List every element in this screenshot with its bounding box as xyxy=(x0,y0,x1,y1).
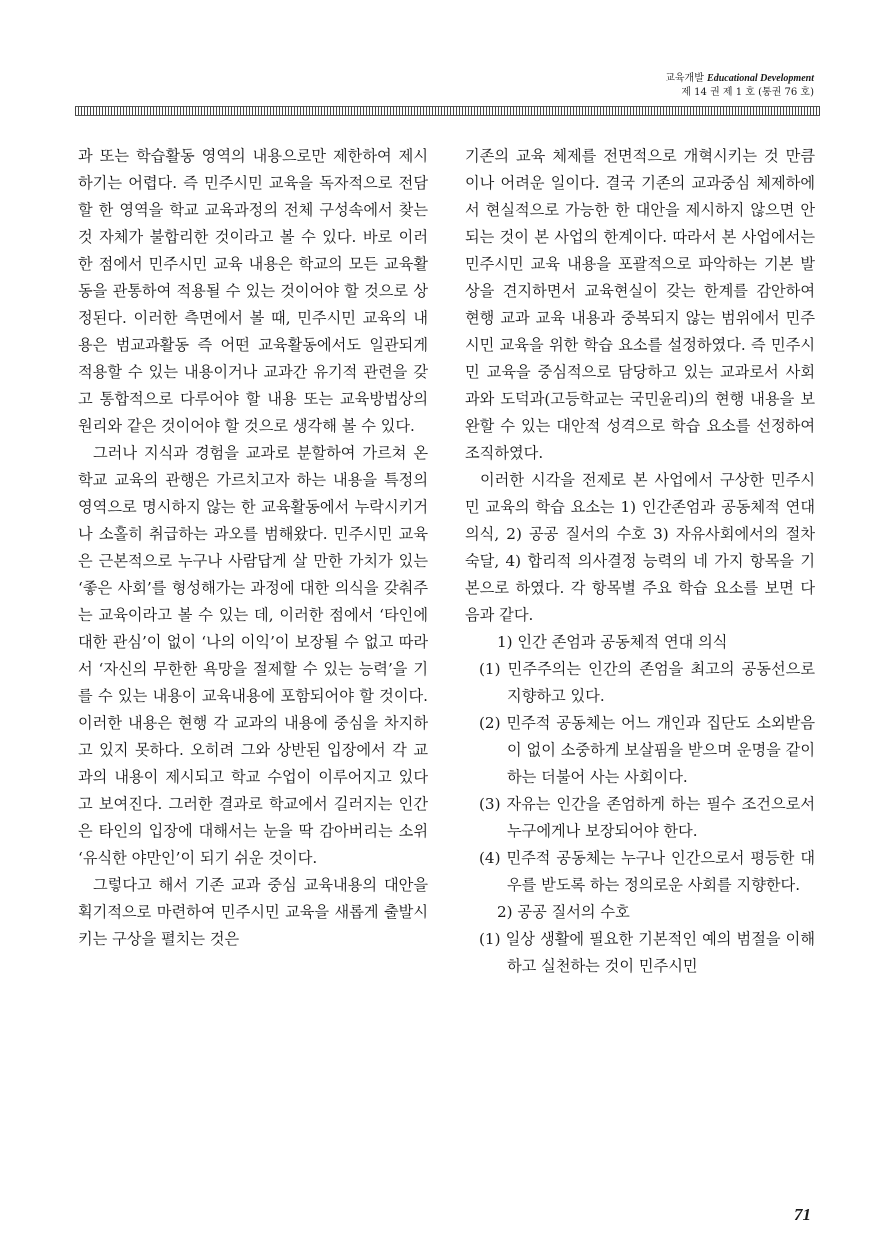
list-item: (1) 일상 생활에 필요한 기본적인 예의 범절을 이해하고 실천하는 것이 민주시민 xyxy=(479,930,815,975)
paragraph: 과 또는 학습활동 영역의 내용으로만 제한하여 제시하기는 어렵다. 즉 민주시민 교육을 독자적으로 전담할 한 영역을 학교 교육과정의 전체 구성속에서 찾는 것 자체가 불합리한 것이라고 볼 수 있다. 바로 이러한 점에서 민주시민 교육 내용은 학교의 모든 교육활동을 관통하여 적용될 수 있는 것이어야 할 것으로 상정된다. 이러한 측면에서 볼 때, 민주시민 교육의 내용은 범교과활동 즉 어떤 교육활동에서도 일관되게 적용할 수 있는 내용이거나 교과간 유기적 관련을 갖고 통합적으로 다루어야 할 내용 또는 교육방법상의 원리와 같은 것이어야 할 것으로 생각해 볼 수 있다. xyxy=(78,147,428,435)
page-number: 71 xyxy=(794,1205,811,1224)
paragraph: 이러한 시각을 전제로 본 사업에서 구상한 민주시민 교육의 학습 요소는 1) 인간존엄과 공동체적 연대 의식, 2) 공공 질서의 수호 3) 자유사회에서의 절차 숙달, 4) 합리적 의사결정 능력의 네 가지 항목을 기본으로 하였다. 각 항목별 주요 학습 요소를 보면 다음과 같다. xyxy=(465,471,815,624)
left-column xyxy=(78,143,428,953)
section-heading: 2) 공공 질서의 수호 xyxy=(497,903,630,921)
paragraph: 그러나 지식과 경험을 교과로 분할하여 가르쳐 온 학교 교육의 관행은 가르치고자 하는 내용을 특정의 영역으로 명시하지 않는 한 교육활동에서 누락시키거나 소홀히 취급하는 과오를 범해왔다. 민주시민 교육은 근본적으로 누구나 사람답게 살 만한 가치가 있는 ‘좋은 사회’를 형성해가는 과정에 대한 의식을 갖춰주는 교육이라고 볼 수 있는 데, 이러한 점에서 ‘타인에 대한 관심’이 없이 ‘나의 이익’이 보장될 수 없고 따라서 ‘자신의 무한한 욕망을 절제할 수 있는 능력’을 기를 수 있는 내용이 교육내용에 포함되어야 할 것이다. 이러한 내용은 현행 각 교과의 내용에 중심을 차지하고 있지 못하다. 오히려 그와 상반된 입장에서 각 교과의 내용이 제시되고 학교 수업이 이루어지고 있다고 보여진다. 그러한 결과로 학교에서 길러지는 인간은 타인의 입장에 대해서는 눈을 딱 감아버리는 소위 ‘유식한 야만인’이 되기 쉬운 것이다. xyxy=(78,444,428,867)
journal-title-en: Educational Development xyxy=(707,73,814,84)
journal-title xyxy=(665,72,814,86)
section-heading: 1) 인간 존엄과 공동체적 연대 의식 xyxy=(497,633,728,651)
right-column xyxy=(465,143,815,980)
issue-info: 제 14 권 제 1 호 (통권 76 호) xyxy=(681,87,814,98)
list-item: (1) 민주주의는 인간의 존엄을 최고의 공동선으로 지향하고 있다. xyxy=(479,660,815,705)
list-item: (2) 민주적 공동체는 어느 개인과 집단도 소외받음이 없이 소중하게 보살핌을 받으며 운명을 같이하는 더불어 사는 사회이다. xyxy=(479,714,815,786)
list-item: (3) 자유는 인간을 존엄하게 하는 필수 조건으로서 누구에게나 보장되어야 한다. xyxy=(479,795,815,840)
journal-title-ko: 교육개발 xyxy=(665,73,704,84)
list-item: (4) 민주적 공동체는 누구나 인간으로서 평등한 대우를 받도록 하는 정의로운 사회를 지향한다. xyxy=(479,849,815,894)
paragraph: 기존의 교육 체제를 전면적으로 개혁시키는 것 만큼이나 어려운 일이다. 결국 기존의 교과중심 체제하에서 현실적으로 가능한 한 대안을 제시하지 않으면 안되는 것이 본 사업의 한계이다. 따라서 본 사업에서는 민주시민 교육 내용을 포괄적으로 파악하는 기본 발상을 견지하면서 교육현실이 갖는 한계를 감안하여 현행 교과 교육 내용과 중복되지 않는 범위에서 민주시민 교육을 위한 학습 요소를 설정하였다. 즉 민주시민 교육을 중심적으로 담당하고 있는 교과로서 사회과와 도덕과(고등학교는 국민윤리)의 현행 내용을 보완할 수 있는 대안적 성격으로 학습 요소를 선정하여 조직하였다. xyxy=(465,147,815,462)
running-header xyxy=(665,72,814,100)
header-rule xyxy=(75,106,820,116)
paragraph: 그렇다고 해서 기존 교과 중심 교육내용의 대안을 획기적으로 마련하여 민주시민 교육을 새롭게 출발시키는 구상을 펼치는 것은 xyxy=(78,876,428,948)
